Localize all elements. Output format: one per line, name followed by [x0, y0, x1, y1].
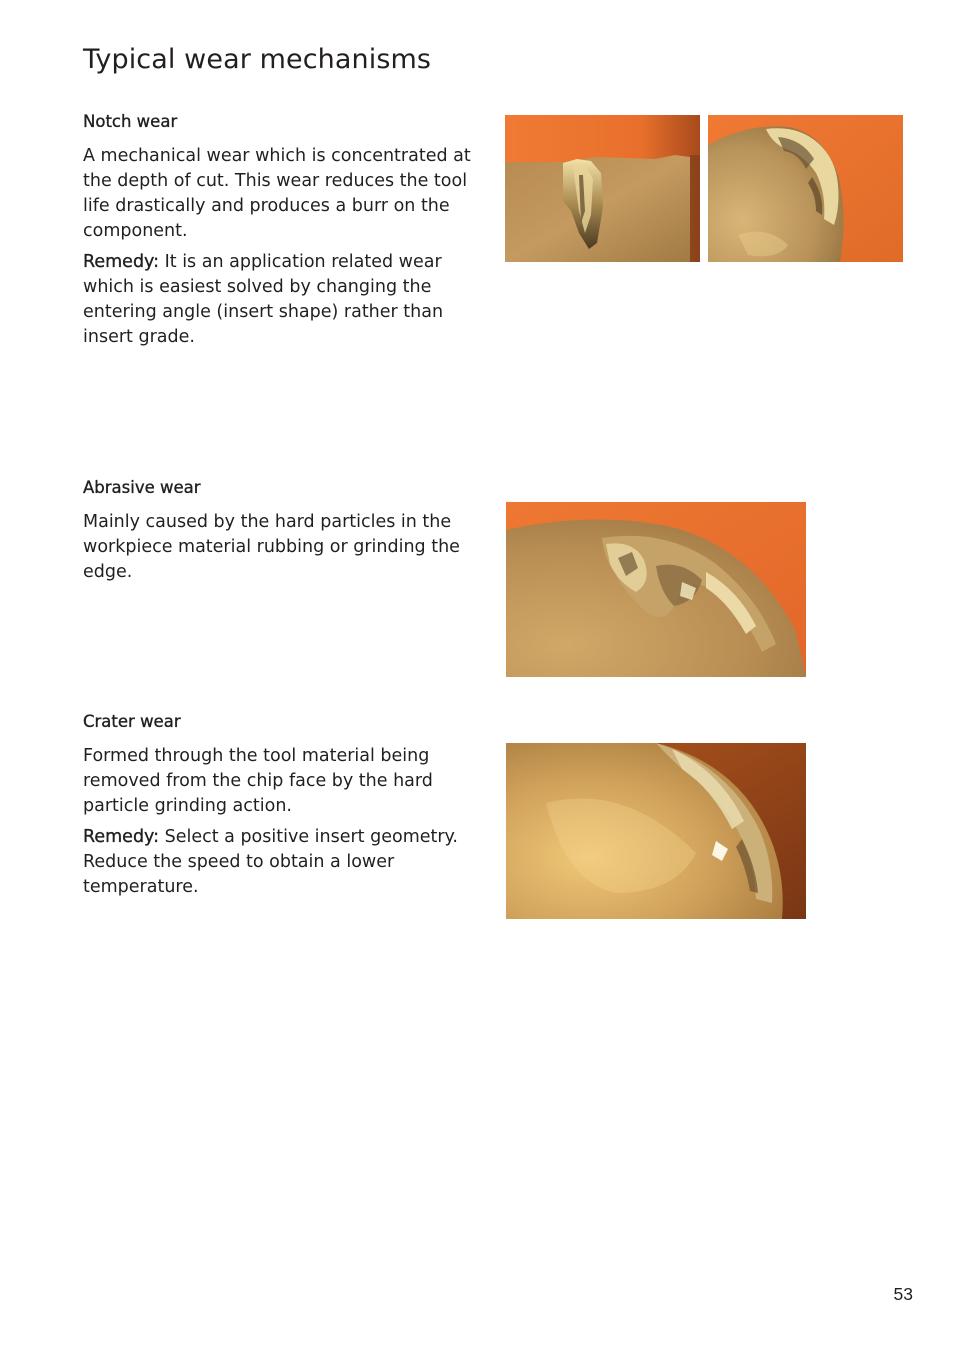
section-heading: Notch wear: [83, 112, 178, 131]
section-body: Formed through the tool material being removed from the chip face by the hard particle grinding action.: [83, 746, 433, 816]
remedy-paragraph: [83, 250, 483, 350]
section-heading: Abrasive wear: [83, 478, 201, 497]
remedy-text: It is an application related wear which is easiest solved by changing the entering angle (insert shape) rather than insert grade.: [83, 252, 444, 347]
page-title: Typical wear mechanisms: [83, 44, 432, 75]
crater-wear-section: [83, 712, 483, 906]
remedy-text: Select a positive insert geometry. Reduce the speed to obtain a lower temperature.: [83, 827, 458, 897]
abrasive-wear-photo: [506, 502, 806, 677]
page-number: 53: [893, 1284, 913, 1304]
abrasive-wear-section: [83, 478, 483, 591]
remedy-label: Remedy:: [83, 827, 160, 847]
remedy-label: Remedy:: [83, 252, 160, 272]
notch-wear-photo-side: [505, 115, 700, 262]
section-body: Mainly caused by the hard particles in the workpiece material rubbing or grinding the edge.: [83, 512, 460, 582]
notch-wear-photo-top: [708, 115, 903, 262]
section-heading: Crater wear: [83, 712, 181, 731]
remedy-paragraph: [83, 825, 483, 900]
section-body: A mechanical wear which is concentrated at the depth of cut. This wear reduces the tool life drastically and produces a burr on the component.: [83, 146, 471, 241]
crater-wear-photo: [506, 743, 806, 919]
notch-wear-section: [83, 112, 483, 356]
